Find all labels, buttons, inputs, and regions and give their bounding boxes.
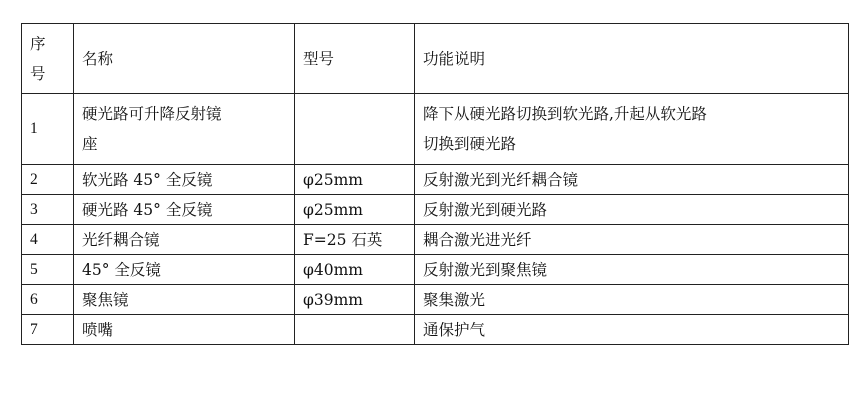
row-model: F=25 石英 <box>295 225 415 255</box>
header-model: 型号 <box>295 24 415 94</box>
table-row <box>22 285 849 315</box>
row-name: 硬光路可升降反射镜 座 <box>74 94 295 165</box>
row-index: 3 <box>22 195 74 225</box>
header-index: 序 号 <box>22 24 74 94</box>
row-name: 硬光路 45° 全反镜 <box>74 195 295 225</box>
row-index: 7 <box>22 315 74 345</box>
row-model: φ25mm <box>295 195 415 225</box>
row-name: 喷嘴 <box>74 315 295 345</box>
row-name: 聚焦镜 <box>74 285 295 315</box>
row-index: 6 <box>22 285 74 315</box>
row-name: 45° 全反镜 <box>74 255 295 285</box>
row-function: 耦合激光进光纤 <box>415 225 849 255</box>
row-function: 聚集激光 <box>415 285 849 315</box>
table-row <box>22 225 849 255</box>
row-model: φ39mm <box>295 285 415 315</box>
row-function: 反射激光到聚焦镜 <box>415 255 849 285</box>
row-function: 降下从硬光路切换到软光路,升起从软光路 切换到硬光路 <box>415 94 849 165</box>
table-row <box>22 315 849 345</box>
row-model <box>295 315 415 345</box>
table-row <box>22 195 849 225</box>
component-table <box>21 23 849 345</box>
row-model <box>295 94 415 165</box>
table-row <box>22 165 849 195</box>
table-row <box>22 94 849 165</box>
table-row <box>22 255 849 285</box>
row-index: 1 <box>22 94 74 165</box>
row-function: 反射激光到光纤耦合镜 <box>415 165 849 195</box>
header-name: 名称 <box>74 24 295 94</box>
row-function: 反射激光到硬光路 <box>415 195 849 225</box>
row-name: 光纤耦合镜 <box>74 225 295 255</box>
row-model: φ40mm <box>295 255 415 285</box>
row-name: 软光路 45° 全反镜 <box>74 165 295 195</box>
row-model: φ25mm <box>295 165 415 195</box>
header-function: 功能说明 <box>415 24 849 94</box>
row-index: 4 <box>22 225 74 255</box>
table-header-row <box>22 24 849 94</box>
row-index: 5 <box>22 255 74 285</box>
row-function: 通保护气 <box>415 315 849 345</box>
row-index: 2 <box>22 165 74 195</box>
